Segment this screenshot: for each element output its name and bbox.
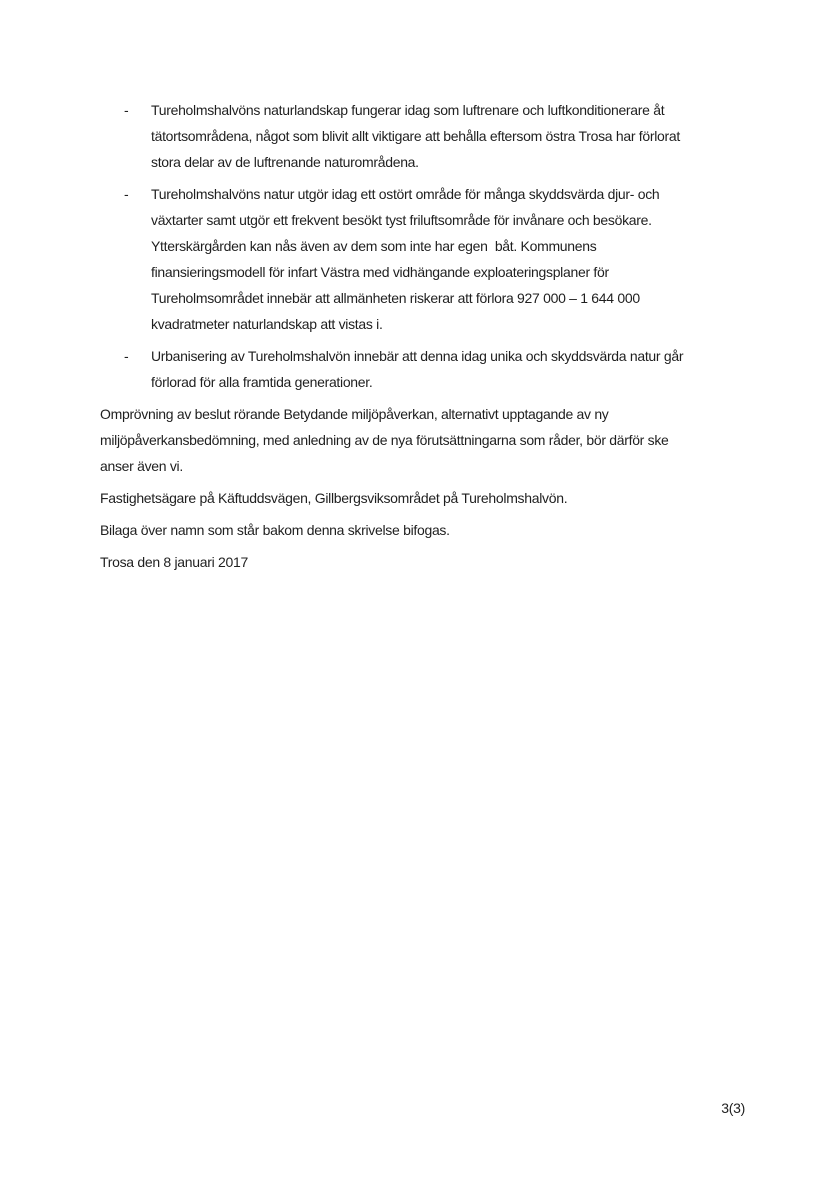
bullet-dash-marker: - bbox=[124, 102, 129, 118]
bullet-text bbox=[151, 97, 748, 175]
text-line: stora delar av de luftrenande naturområdena. bbox=[151, 154, 419, 170]
text-line: Urbanisering av Tureholmshalvön innebär att denna idag unika och skyddsvärda natur går bbox=[151, 348, 684, 364]
bullet-dash-marker: - bbox=[124, 186, 129, 202]
bullet-text bbox=[151, 181, 748, 337]
bullet-item bbox=[100, 97, 748, 175]
bullet-dash-marker: - bbox=[124, 348, 129, 364]
text-line: Bilaga över namn som står bakom denna skrivelse bifogas. bbox=[100, 522, 450, 538]
bullet-item bbox=[100, 343, 748, 395]
text-line: förlorad för alla framtida generationer. bbox=[151, 374, 373, 390]
page-number: 3(3) bbox=[721, 1100, 745, 1116]
text-line: Omprövning av beslut rörande Betydande miljöpåverkan, alternativt upptagande av ny bbox=[100, 406, 609, 422]
text-line: Trosa den 8 januari 2017 bbox=[100, 554, 248, 570]
text-line: Tureholmshalvöns naturlandskap fungerar idag som luftrenare och luftkonditionerare åt bbox=[151, 102, 665, 118]
bullet-text bbox=[151, 343, 748, 395]
document-body bbox=[100, 97, 748, 581]
paragraph bbox=[100, 517, 748, 543]
paragraph bbox=[100, 401, 748, 479]
text-line: växtarter samt utgör ett frekvent besökt tyst friluftsområde för invånare och besökare. bbox=[151, 212, 652, 228]
paragraph bbox=[100, 485, 748, 511]
text-line: finansieringsmodell för infart Västra med vidhängande exploateringsplaner för bbox=[151, 264, 609, 280]
text-line: miljöpåverkansbedömning, med anledning av de nya förutsättningarna som råder, bör därför ske bbox=[100, 432, 669, 448]
text-line: kvadratmeter naturlandskap att vistas i. bbox=[151, 316, 383, 332]
text-line: Tureholmshalvöns natur utgör idag ett ostört område för många skyddsvärda djur- och bbox=[151, 186, 660, 202]
text-line: Ytterskärgården kan nås även av dem som inte har egen båt. Kommunens bbox=[151, 238, 597, 254]
bullet-item bbox=[100, 181, 748, 337]
paragraph bbox=[100, 549, 748, 575]
text-line: tätortsområdena, något som blivit allt viktigare att behålla eftersom östra Trosa har förlorat bbox=[151, 128, 680, 144]
text-line: anser även vi. bbox=[100, 458, 183, 474]
text-line: Tureholmsområdet innebär att allmänheten riskerar att förlora 927 000 – 1 644 000 bbox=[151, 290, 640, 306]
text-line: Fastighetsägare på Käftuddsvägen, Gillbergsviksområdet på Tureholmshalvön. bbox=[100, 490, 568, 506]
